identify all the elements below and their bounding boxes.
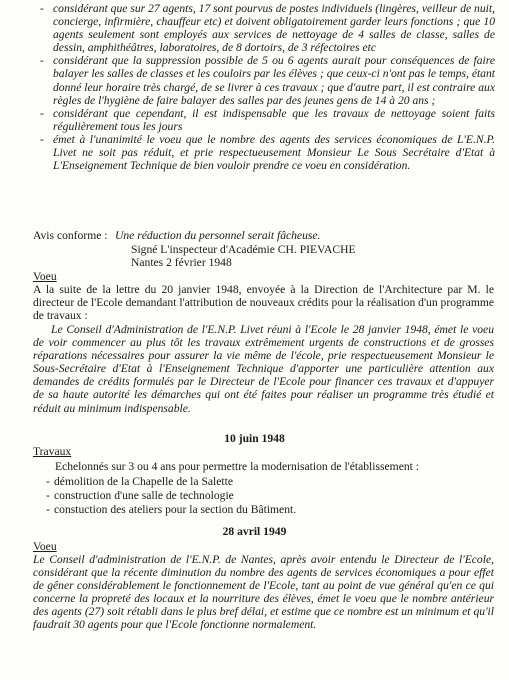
date-heading-2: 28 avril 1949 [222, 525, 287, 538]
section1-intro: A la suite de la lettre du 20 janvier 1948, envoyée à la Direction de l'Architecture par M. le directeur de l'Ecole demandant l'attribution de nouveaux crédits pour la réalisation d'un programme de travaux : [33, 283, 494, 323]
bullet-item: - considérant que cependant, il est indispensable que les travaux de nettoyage soient faits régulièrement tous les jours [40, 107, 495, 133]
avis-text: Une réduction du personnel serait fâcheuse. [115, 229, 321, 242]
travaux-list [46, 475, 486, 517]
section3-body: Le Conseil d'administration de l'E.N.P. de Nantes, après avoir entendu le Directeur de l'Ecole, considérant que la récente diminution du nombre des agents de services économiques a pour effet de gêner considérablement le fonctionnement de l'Ecole, tant au point de vue général qu'en ce qui concerne la propreté des locaux et la nourriture des élèves, émet le voeu que le nombre antérieur des agents (27) soit rétabli dans le plus bref délai, et estime que ce nombre est un minimum et qu'il faudrait 30 agents pour que l'Ecole fonctionne normalement. [33, 553, 494, 632]
considerations-list [40, 2, 495, 172]
travaux-item: - construction d'une salle de technologie [46, 489, 486, 503]
bullet-item: - considérant que sur 27 agents, 17 sont pourvus de postes individuels (lingères, veilleur de nuit, concierge, infirmière, chauffeur etc) et doivent obligatoirement garder leurs fonctions ; que 10 agents seulement sont employés aux services de nettoyage de 4 salles de classe, salles de dessin, amphithéâtres, laboratoires, de 8 dortoirs, de 3 réfectoires etc [40, 2, 495, 54]
date-heading-1: 10 juin 1948 [224, 432, 285, 445]
travaux-item: - constuction des ateliers pour la section du Bâtiment. [46, 503, 486, 517]
avis-label: Avis conforme : [33, 229, 108, 242]
signature-line: Signé L'inspecteur d'Académie CH. PIEVACHE [131, 243, 356, 256]
bullet-item: - émet à l'unanimité le voeu que le nombre des agents des services économiques de L'E.N.P. Livet ne soit pas réduit, et prie respectueusement Monsieur Le Sous Secrétaire d'Etat à L'Enseignement Technique de bien vouloir prendre ce voeu en considération. [40, 133, 495, 172]
section-heading-travaux: Travaux [33, 445, 72, 458]
section1-body: Le Conseil d'Administration de l'E.N.P. Livet réuni à l'Ecole le 28 janvier 1948, émet le voeu de voir commencer au plus tôt les travaux extrêmement urgents de constructions et de grosses réparations nécessaires pour assurer la vie même de l'école, prie respectueusement Monsieur le Sous-Secrétaire d'Etat à l'Enseignement Technique d'apporter une particulière attention aux demandes de crédits formulés par le Directeur de l'Ecole pour financer ces travaux et d'appuyer de sa haute autorité les démarches qui ont été faites pour réaliser un programme très étudié et réduit au minimum indispensable. [33, 323, 494, 415]
bullet-item: - considérant que la suppression possible de 5 ou 6 agents aurait pour conséquences de faire balayer les salles de classes et les couloirs par les élèves ; que ceux-ci n'ont pas le temps, étant donné leur horaire très chargé, de se livrer à ces travaux ; que d'autre part, il est contraire aux règles de l'hygiène de faire balayer des salles par des jeunes gens de 14 à 20 ans ; [40, 54, 495, 106]
avis-conforme [33, 229, 493, 242]
travaux-intro: Echelonnés sur 3 ou 4 ans pour permettre la modernisation de l'établissement : [55, 460, 419, 473]
section-heading-voeu-1: Voeu [33, 270, 57, 283]
travaux-item: - démolition de la Chapelle de la Salette [46, 475, 486, 489]
section-heading-voeu-2: Voeu [33, 540, 57, 553]
signature-date: Nantes 2 février 1948 [131, 256, 232, 269]
